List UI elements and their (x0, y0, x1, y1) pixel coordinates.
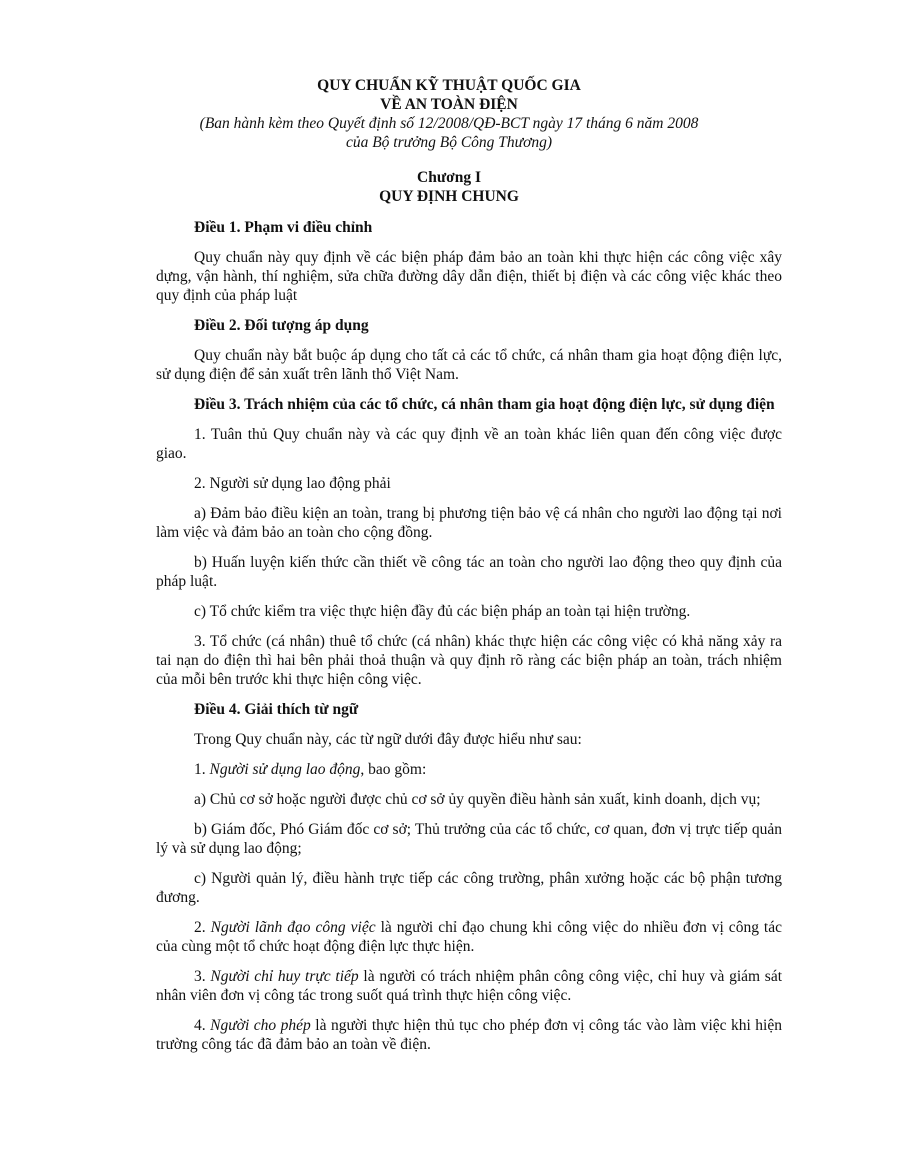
article-4-item-1c: c) Người quản lý, điều hành trực tiếp các công trường, phân xưởng hoặc các bộ phận tương đương. (156, 870, 782, 906)
item-2-term: Người lãnh đạo công việc (210, 919, 376, 936)
article-3-clause-2c: c) Tổ chức kiểm tra việc thực hiện đầy đủ các biện pháp an toàn tại hiện trường. (194, 603, 691, 620)
item-4-number: 4. (194, 1017, 211, 1034)
item-3-text: là người có trách nhiệm phân công công việc, chỉ huy và giám sát nhân viên đơn vị công tác trong suốt quá trình thực hiện công việc. (156, 968, 783, 1004)
chapter-title: QUY ĐỊNH CHUNG (379, 188, 519, 205)
chapter-number: Chương I (417, 169, 481, 186)
item-1-number: 1. (194, 761, 210, 778)
article-4-item-1a: a) Chủ cơ sở hoặc người được chủ cơ sở ủy quyền điều hành sản xuất, kinh doanh, dịch vụ; (194, 791, 761, 808)
item-3-term: Người chỉ huy trực tiếp (210, 968, 359, 985)
issuance-note-line-1: (Ban hành kèm theo Quyết định số 12/2008/QĐ-BCT ngày 17 tháng 6 năm 2008 (199, 115, 699, 132)
item-4-text: là người thực hiện thủ tục cho phép đơn vị công tác vào làm việc khi hiện trường công tác đã đảm bảo an toàn về điện. (156, 1017, 782, 1053)
item-3-number: 3. (194, 968, 211, 985)
article-1-heading: Điều 1. Phạm vi điều chỉnh (194, 219, 373, 236)
item-2-text: là người chỉ đạo chung khi công việc do nhiều đơn vị công tác của cùng một tổ chức hoạt động điện lực thực hiện. (156, 919, 783, 955)
chapter-heading (0, 168, 898, 206)
document-header (0, 76, 898, 152)
issuance-note-line-2: của Bộ trưởng Bộ Công Thương) (345, 134, 553, 151)
article-3-clause-2: 2. Người sử dụng lao động phải (194, 475, 391, 492)
article-4-item-3 (156, 967, 782, 1005)
item-1-term: Người sử dụng lao động (209, 761, 361, 778)
regulation-title-line-1: QUY CHUẨN KỸ THUẬT QUỐC GIA (317, 77, 581, 94)
article-2-heading: Điều 2. Đối tượng áp dụng (194, 317, 369, 334)
article-2-paragraph: Quy chuẩn này bắt buộc áp dụng cho tất cả các tổ chức, cá nhân tham gia hoạt động điện lực, sử dụng điện để sản xuất trên lãnh thổ Việt Nam. (156, 347, 782, 383)
item-2-number: 2. (194, 919, 211, 936)
document-body (156, 218, 782, 1065)
article-4-intro: Trong Quy chuẩn này, các từ ngữ dưới đây được hiểu như sau: (194, 731, 582, 748)
article-4-heading: Điều 4. Giải thích từ ngữ (194, 701, 359, 718)
article-3-heading: Điều 3. Trách nhiệm của các tổ chức, cá nhân tham gia hoạt động điện lực, sử dụng điện (194, 396, 775, 413)
regulation-title-line-2: VỀ AN TOÀN ĐIỆN (380, 96, 518, 113)
article-3-clause-1: 1. Tuân thủ Quy chuẩn này và các quy định về an toàn khác liên quan đến công việc được giao. (156, 426, 782, 462)
article-3-clause-2a: a) Đảm bảo điều kiện an toàn, trang bị phương tiện bảo vệ cá nhân cho người lao động tại nơi làm việc và đảm bảo an toàn cho cộng đồng. (156, 505, 782, 541)
article-4-item-4 (156, 1016, 782, 1054)
article-1-paragraph: Quy chuẩn này quy định về các biện pháp đảm bảo an toàn khi thực hiện các công việc xây dựng, vận hành, thí nghiệm, sửa chữa đường dây dẫn điện, thiết bị điện và các công việc khác theo quy định của pháp luật (156, 249, 782, 304)
article-4-item-2 (156, 918, 782, 956)
article-3-clause-2b: b) Huấn luyện kiến thức cần thiết về công tác an toàn cho người lao động theo quy định của pháp luật. (156, 554, 782, 590)
item-1-text: , bao gồm: (360, 761, 427, 778)
article-4-item-1b: b) Giám đốc, Phó Giám đốc cơ sở; Thủ trưởng của các tổ chức, cơ quan, đơn vị trực tiếp quản lý và sử dụng lao động; (156, 821, 782, 857)
item-4-term: Người cho phép (210, 1017, 311, 1034)
article-4-item-1 (156, 760, 782, 779)
article-3-clause-3: 3. Tổ chức (cá nhân) thuê tổ chức (cá nhân) khác thực hiện các công việc có khả năng xảy ra tai nạn do điện thì hai bên phải thoả thuận và quy định rõ ràng các biện pháp an toàn, trách nhiệm của mỗi bên trước khi thực hiện công việc. (156, 633, 782, 688)
